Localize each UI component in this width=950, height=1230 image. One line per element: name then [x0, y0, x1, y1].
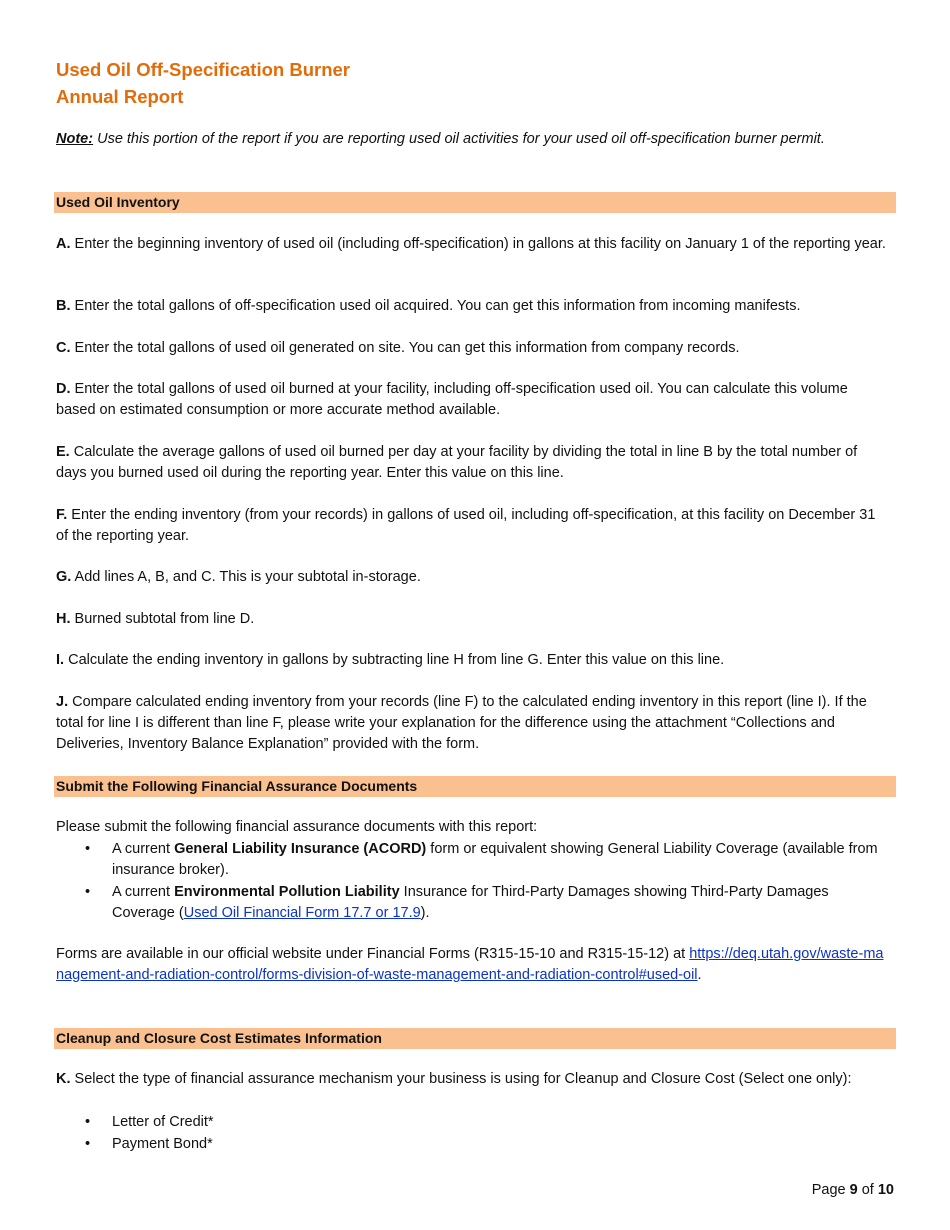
item-letter: F. — [56, 507, 68, 523]
item-text: Enter the total gallons of off-specification used oil acquired. You can get this information from incoming manifests. — [70, 298, 801, 314]
financial-document-list — [56, 839, 891, 924]
bullet-dot: • — [85, 884, 91, 900]
item-letter: I. — [56, 652, 65, 668]
bullet-dot: • — [85, 1136, 91, 1152]
item-text: Select the type of financial assurance mechanism your business is using for Cleanup and Closure Cost (Select one only): — [70, 1071, 852, 1087]
title-line-2: Annual Report — [56, 86, 184, 107]
item-letter: E. — [56, 444, 70, 460]
inventory-item-h — [56, 609, 891, 630]
page-number — [812, 1180, 894, 1201]
item-letter: K. — [56, 1071, 71, 1087]
item-text: Compare calculated ending inventory from your records (line F) to the calculated ending inventory in this report (line I). If the total for line I is different than line F, please write your explanation for the difference using the attachment “Collections and Deliveries, Inventory Balance Explanation” provided with the form. — [56, 694, 867, 752]
used-oil-financial-form-link[interactable]: Used Oil Financial Form 17.7 or 17.9 — [183, 905, 421, 921]
item-text: Burned subtotal from line D. — [70, 611, 255, 627]
bullet-text: A current — [112, 884, 175, 900]
cleanup-item-k — [56, 1069, 891, 1090]
item-text: Calculate the ending inventory in gallons by subtracting line H from line G. Enter this value on this line. — [64, 652, 725, 668]
bullet-dot: • — [85, 841, 91, 857]
bullet-text: Insurance for Third-Party Damages showing Third-Party Damages Coverage ( — [112, 884, 829, 921]
forms-website-link[interactable]: https://deq.utah.gov/waste-management-and-radiation-control/forms-division-of-waste-management-and-radiation-control#used-oil — [56, 946, 884, 983]
inventory-item-d — [56, 379, 891, 421]
title-line-1: Used Oil Off-Specification Burner — [56, 59, 350, 80]
of-word: of — [857, 1182, 878, 1198]
item-text: Enter the total gallons of used oil burned at your facility, including off-specification used oil. You can calculate this volume based on estimated consumption or more accurate method available. — [56, 381, 848, 418]
report-title — [56, 56, 350, 110]
bullet-bold-text: Environmental Pollution Liability — [174, 884, 400, 900]
item-letter: A. — [56, 236, 71, 252]
inventory-item-c — [56, 338, 891, 359]
bullet-bold-text: General Liability Insurance (ACORD) — [174, 841, 427, 857]
current-page: 9 — [849, 1182, 858, 1198]
item-letter: H. — [56, 611, 71, 627]
item-letter: B. — [56, 298, 71, 314]
inventory-item-e — [56, 442, 891, 484]
page-word: Page — [811, 1182, 850, 1198]
list-item — [56, 839, 891, 881]
note-text: Use this portion of the report if you are reporting used oil activities for your used oil off-specification burner permit. — [93, 131, 825, 147]
bullet-text: A current — [112, 841, 175, 857]
bullet-text: form or equivalent showing General Liability Coverage (available from insurance broker). — [112, 841, 878, 878]
forms-availability-paragraph — [56, 944, 891, 986]
note-paragraph — [56, 129, 886, 150]
financial-intro: Please submit the following financial assurance documents with this report: — [56, 819, 538, 835]
item-letter: D. — [56, 381, 71, 397]
item-text: Add lines A, B, and C. This is your subtotal in-storage. — [71, 569, 421, 585]
section-header-cleanup-closure: Cleanup and Closure Cost Estimates Information — [54, 1028, 896, 1049]
bullet-dot: • — [85, 1114, 91, 1130]
option-text: Payment Bond* — [112, 1136, 213, 1152]
item-text: Enter the beginning inventory of used oil (including off-specification) in gallons at this facility on January 1 of the reporting year. — [70, 236, 886, 252]
inventory-item-i — [56, 650, 891, 671]
total-pages: 10 — [877, 1182, 894, 1198]
item-letter: C. — [56, 340, 71, 356]
list-item-payment-bond — [56, 1134, 891, 1155]
item-letter: J. — [56, 694, 69, 710]
item-text: Calculate the average gallons of used oil burned per day at your facility by dividing the total in line B by the total number of days you burned used oil during the reporting year. Enter this value on this line. — [56, 444, 858, 481]
list-item — [56, 882, 891, 924]
forms-text: Forms are available in our official website under Financial Forms (R315-15-10 and R315-15-12) at — [56, 946, 690, 962]
item-text: Enter the ending inventory (from your records) in gallons of used oil, including off-specification, at this facility on December 31 of the reporting year. — [56, 507, 876, 544]
inventory-item-j — [56, 692, 891, 755]
inventory-item-a — [56, 234, 891, 255]
bullet-text: ). — [420, 905, 430, 921]
note-label: Note: — [56, 131, 94, 147]
item-text: Enter the total gallons of used oil generated on site. You can get this information from company records. — [70, 340, 740, 356]
inventory-item-g — [56, 567, 891, 588]
inventory-item-f — [56, 505, 891, 547]
section-header-used-oil-inventory: Used Oil Inventory — [54, 192, 896, 213]
inventory-item-b — [56, 296, 891, 317]
option-text: Letter of Credit* — [112, 1114, 214, 1130]
forms-end: . — [697, 967, 702, 983]
mechanism-options-list — [56, 1112, 891, 1155]
item-letter: G. — [56, 569, 72, 585]
section-header-financial-assurance: Submit the Following Financial Assurance Documents — [54, 776, 896, 797]
list-item-letter-of-credit — [56, 1112, 891, 1133]
